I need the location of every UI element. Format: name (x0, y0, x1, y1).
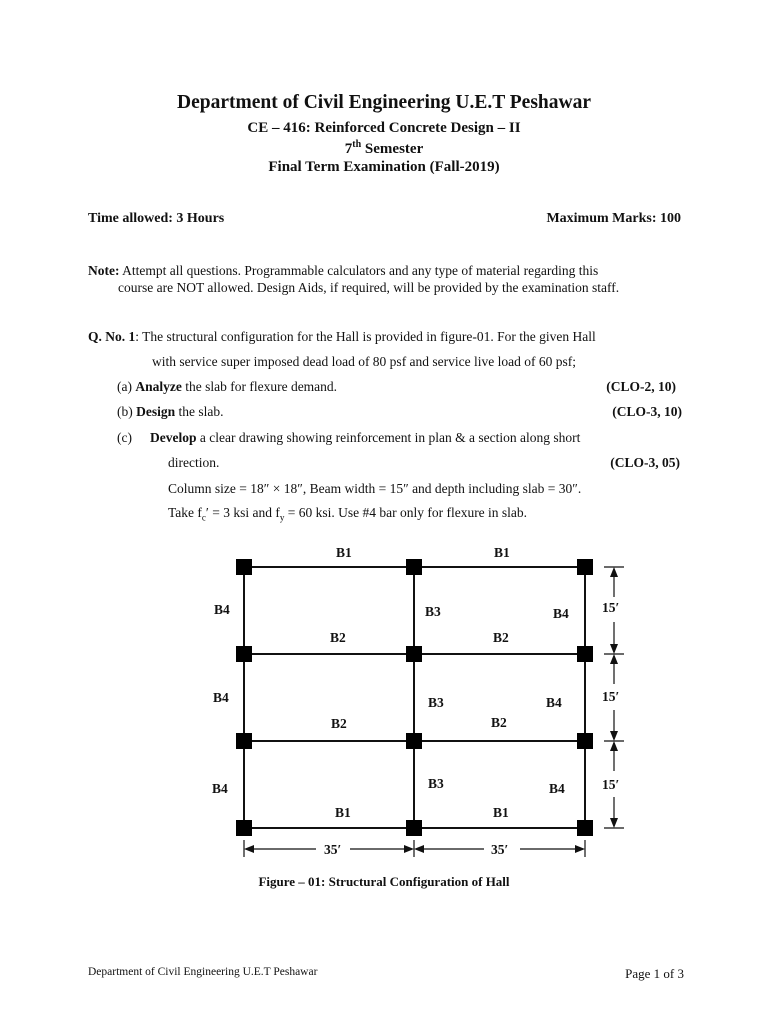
semester-suffix: th (352, 139, 362, 150)
maximum-marks: Maximum Marks: 100 (546, 211, 681, 226)
column (236, 646, 252, 662)
note-line-1: Attempt all questions. Programmable calculators and any type of material regarding this (119, 263, 599, 278)
semester-number: 7 (344, 141, 353, 157)
column (236, 559, 252, 575)
beam-label-b3: B3 (425, 604, 441, 619)
dimension-label-35ft: 35′ (324, 842, 342, 857)
column (236, 820, 252, 836)
part-c-clo: (CLO-3, 05) (610, 455, 680, 470)
beam-label-b3: B3 (428, 695, 444, 710)
beam-label-b2: B2 (491, 715, 507, 730)
given-sizes: Column size = 18″ × 18″, Beam width = 15″ and depth including slab = 30″. (168, 481, 582, 496)
beam-label-b2: B2 (493, 630, 509, 645)
part-b-text: the slab. (175, 404, 224, 419)
dimension-label-15ft: 15′ (602, 689, 620, 704)
column (406, 733, 422, 749)
column (406, 646, 422, 662)
beam-label-b4: B4 (553, 606, 569, 621)
beam-label-b4: B4 (212, 781, 228, 796)
part-c-prefix: (c) (117, 430, 132, 445)
part-c-text: a clear drawing showing reinforcement in plan & a section along short (196, 430, 581, 445)
beam-label-b4: B4 (546, 695, 562, 710)
column (577, 559, 593, 575)
given-fc-c: ′ = 3 ksi and f (205, 505, 280, 520)
beam-label-b1: B1 (494, 545, 510, 560)
given-fc-a: Take f (168, 505, 202, 520)
part-a-text: the slab for flexure demand. (181, 379, 338, 394)
beam-label-b3: B3 (428, 776, 444, 791)
part-c-verb: Develop (150, 430, 197, 445)
given-fy-sub: y (279, 512, 285, 523)
course-title: CE – 416: Reinforced Concrete Design – II (247, 120, 521, 136)
part-a-clo: (CLO-2, 10) (606, 379, 676, 394)
note-label: Note: (88, 263, 120, 278)
part-b-clo: (CLO-3, 10) (612, 404, 682, 419)
exam-title: Final Term Examination (Fall-2019) (268, 159, 500, 175)
question-1-text: : The structural configuration for the Hall is provided in figure-01. For the given Hall (135, 329, 596, 344)
beam-label-b2: B2 (330, 630, 346, 645)
beam-label-b1: B1 (493, 805, 509, 820)
part-c-continued: direction. (168, 455, 220, 470)
given-fy-e: = 60 ksi. Use #4 bar only for flexure in slab. (284, 505, 528, 520)
beam-label-b1: B1 (335, 805, 351, 820)
beam-label-b4: B4 (213, 690, 229, 705)
column (577, 733, 593, 749)
dimension-label-35ft: 35′ (491, 842, 509, 857)
note-rest: course are NOT allowed. Design Aids, if required, will be provided by the examination staff. (118, 280, 620, 295)
question-1-loads: with service super imposed dead load of 80 psf and service live load of 60 psf; (152, 354, 577, 369)
dimension-label-15ft: 15′ (602, 600, 620, 615)
column (236, 733, 252, 749)
page-number: Page 1 of 3 (625, 966, 684, 981)
dimension-label-15ft: 15′ (602, 777, 620, 792)
part-a-verb: Analyze (135, 379, 182, 394)
beam-label-b4: B4 (549, 781, 565, 796)
semester-word: Semester (361, 141, 424, 157)
beam-label-b2: B2 (331, 716, 347, 731)
part-a-prefix: (a) (117, 379, 136, 394)
column (577, 646, 593, 662)
column (577, 820, 593, 836)
department-title: Department of Civil Engineering U.E.T Peshawar (177, 92, 591, 113)
column (406, 559, 422, 575)
figure-caption: Figure – 01: Structural Configuration of Hall (258, 874, 510, 889)
part-b-prefix: (b) (117, 404, 137, 419)
footer-department: Department of Civil Engineering U.E.T Peshawar (88, 966, 318, 978)
column (406, 820, 422, 836)
horizontal-dimension (244, 840, 585, 857)
beam-label-b4: B4 (214, 602, 230, 617)
question-1-label: Q. No. 1 (88, 329, 136, 344)
beam-label-b1: B1 (336, 545, 352, 560)
part-b-verb: Design (136, 404, 176, 419)
given-fc-sub: c (201, 512, 206, 523)
time-allowed: Time allowed: 3 Hours (88, 211, 225, 226)
